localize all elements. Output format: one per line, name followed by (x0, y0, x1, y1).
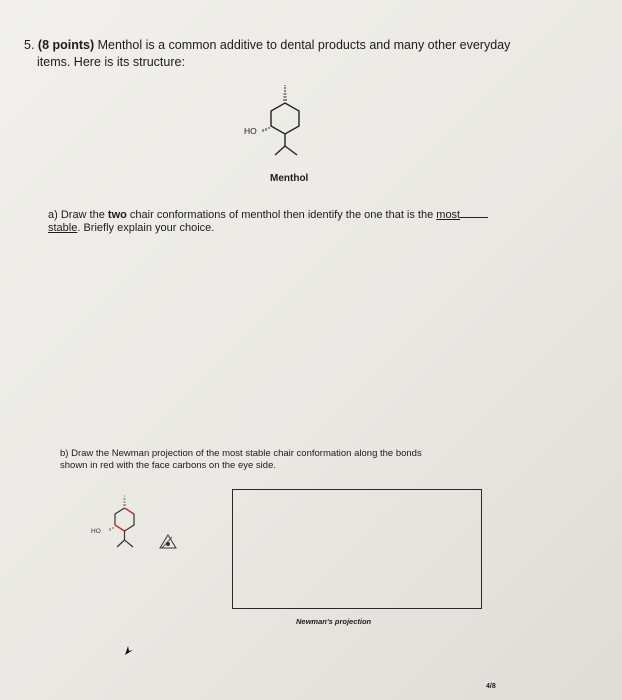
question-intro-line2: items. Here is its structure: (37, 55, 185, 69)
newman-caption: Newman's projection (296, 617, 372, 626)
question-points: (8 points) (37, 38, 95, 52)
part-a-stable: stable (48, 222, 78, 234)
cyclohexane-ring-small (125, 514, 135, 531)
hashed-methyl-bond (283, 85, 287, 100)
part-b-question (60, 448, 530, 472)
part-a-middle: chair conformations of menthol then identify the one that is the (126, 209, 437, 221)
hashed-hydroxyl-bond (263, 127, 269, 132)
part-a-prefix: a) Draw the (48, 209, 108, 221)
part-a-bold: two (107, 209, 127, 221)
isopropyl-right (285, 146, 297, 155)
question-intro-line1: Menthol is a common additive to dental products and many other everyday (94, 38, 511, 52)
menthol-structure (240, 76, 330, 166)
newman-answer-box[interactable] (232, 489, 482, 609)
hashed-methyl-bond-small (123, 496, 126, 505)
part-a-most: most (436, 209, 461, 221)
menthol-label: Menthol (270, 173, 309, 184)
part-b-line1: b) Draw the Newman projection of the most stable chair conformation along the bonds (60, 448, 422, 459)
question-header (24, 37, 584, 71)
ho-label-small: HO (91, 528, 101, 535)
ho-label: HO (244, 126, 257, 136)
eye-icon (158, 533, 178, 551)
menthol-structure-small (88, 490, 148, 560)
part-a-suffix: . Briefly explain your choice. (77, 222, 215, 234)
part-b-line2: shown in red with the face carbons on the eye side. (60, 460, 276, 471)
page-number: 4/8 (486, 683, 496, 690)
red-bond-top (125, 508, 135, 514)
question-number: 5. (24, 38, 35, 52)
part-a-question (48, 208, 548, 235)
cyclohexane-ring (271, 103, 299, 134)
isopropyl-left (275, 146, 285, 155)
part-a-blank (460, 208, 488, 218)
cursor-arrow-icon (124, 645, 134, 657)
red-bond-bottom (115, 525, 125, 531)
